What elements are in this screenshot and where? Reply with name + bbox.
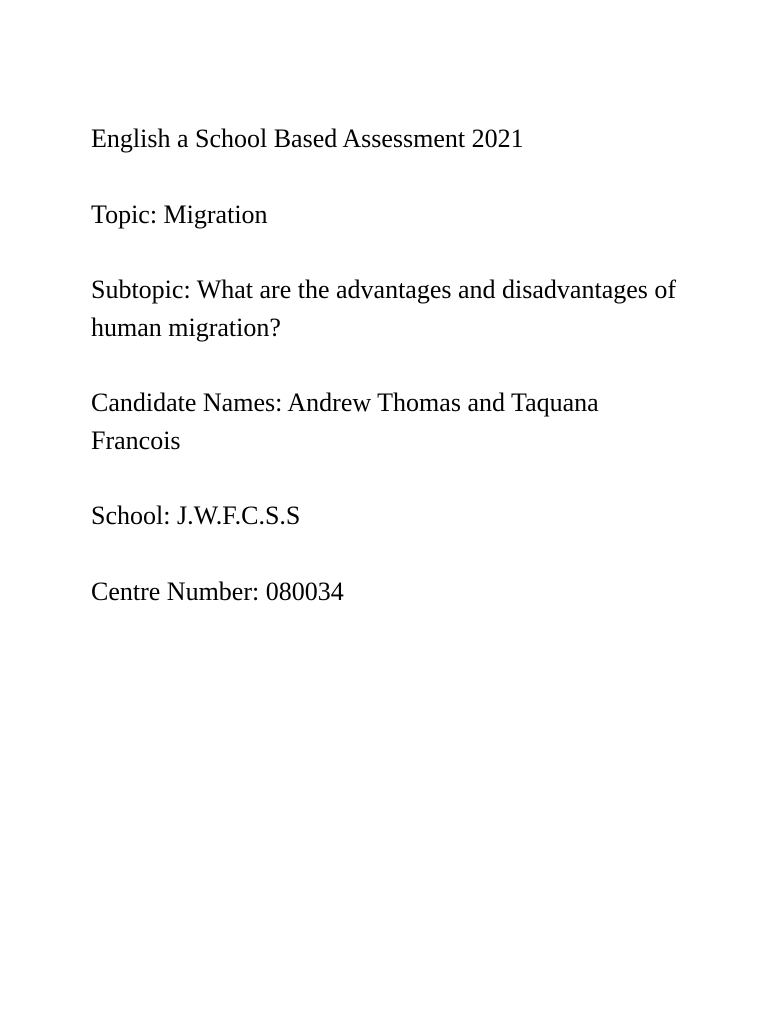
topic-line: Topic: Migration — [91, 199, 268, 229]
candidate-names-line: Candidate Names: Andrew Thomas and Taquana Francois — [91, 388, 599, 455]
subtopic-line: Subtopic: What are the advantages and disadvantages of human migration? — [91, 275, 677, 342]
school-line: School: J.W.F.C.S.S — [91, 501, 301, 530]
assessment-title: English a School Based Assessment 2021 — [91, 124, 524, 153]
centre-number-line: Centre Number: 080034 — [91, 576, 344, 606]
cover-content — [91, 120, 691, 648]
